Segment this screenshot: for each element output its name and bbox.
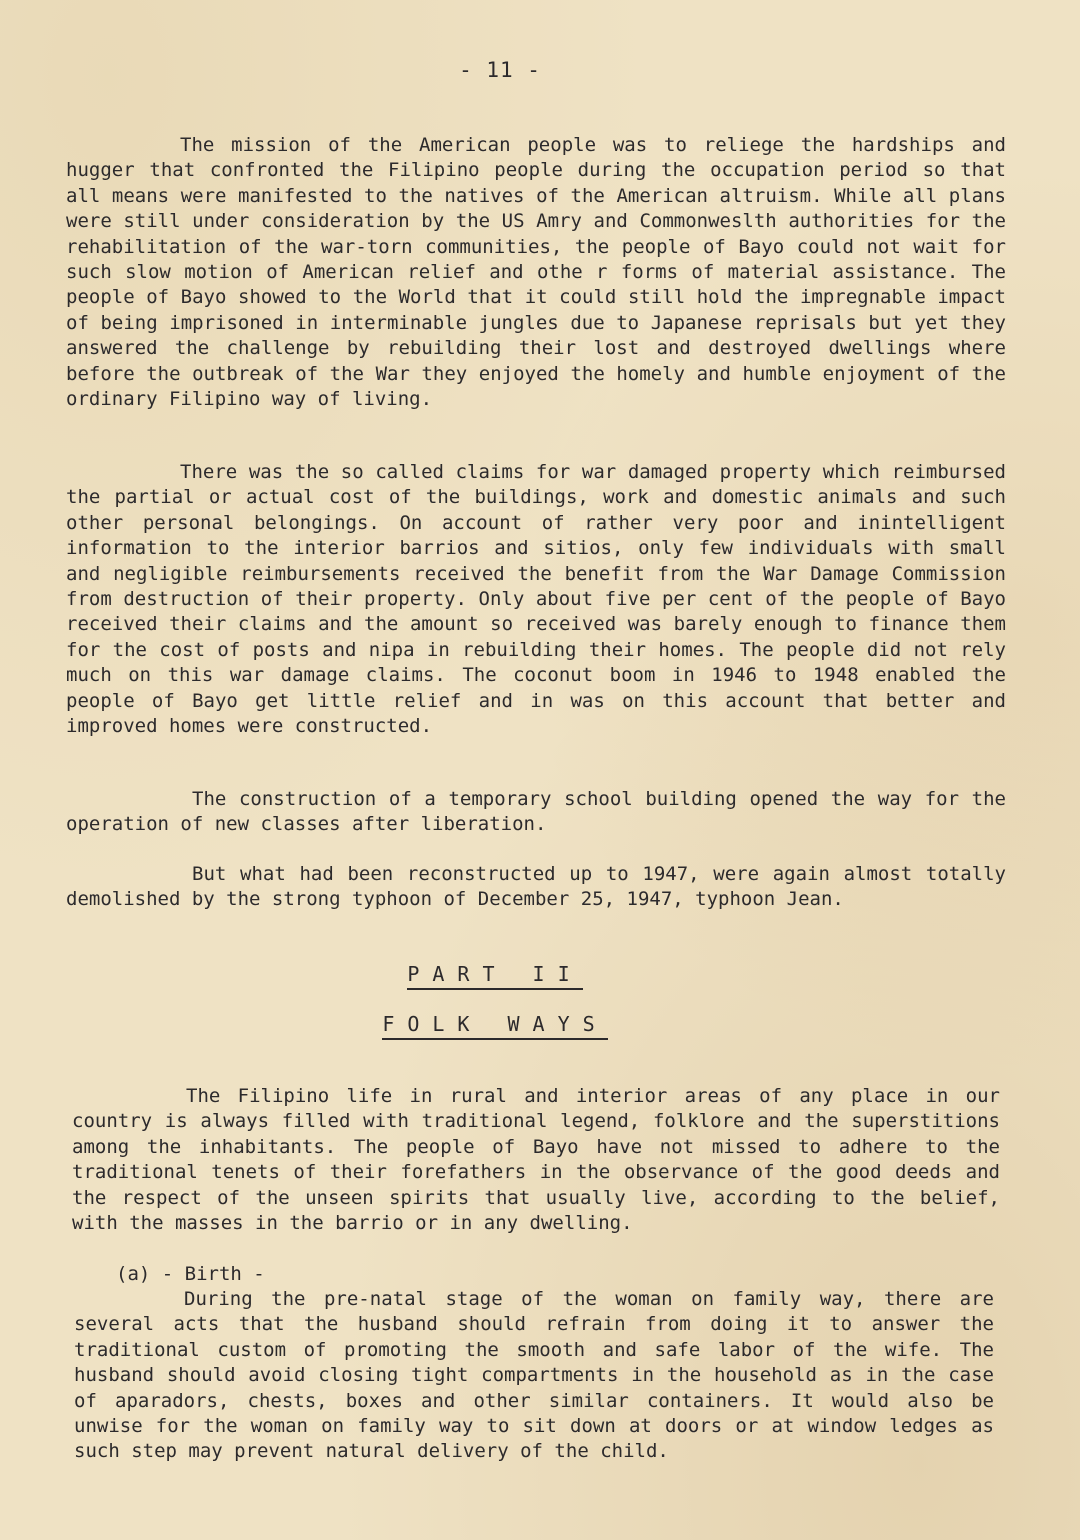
paragraph-birth — [74, 1287, 994, 1465]
paragraph-text: But what had been reconstructed up to 1947, were again almost totally demolished by the strong typhoon of December 25, 1947, typhoon Jean. — [66, 863, 1006, 911]
paragraph-folk-life — [72, 1084, 1000, 1236]
paragraph-war-damage-claims — [66, 460, 1006, 739]
section-title-text: FOLK WAYS — [382, 1012, 607, 1040]
section-title — [0, 1012, 990, 1036]
part-heading — [0, 962, 990, 986]
paragraph-text: The Filipino life in rural and interior areas of any place in our country is always filled with traditional legend, folklore and the superstitions among the inhabitants. The people of Bayo have not missed to adhere to the traditional tenets of their forefathers in the observance of the good deeds and the respect of the unseen spirits that usually live, according to the belief, with the masses in the barrio or in any dwelling. — [72, 1085, 1000, 1235]
subheading-birth: (a) - Birth - — [116, 1263, 265, 1285]
paragraph-text: The mission of the American people was to reliege the hardships and hugger that confronted the Filipino people during the occupation period so that all means were manifested to the natives of the American altruism. While all plans were still under consideration by the US Amry and Commonweslth authorities for the rehabilitation of the war-torn communities, the people of Bayo could not wait for such slow motion of American relief and othe r forms of material assistance. The people of Bayo showed to the World that it could still hold the impregnable impact of being imprisoned in interminable jungles due to Japanese reprisals but yet they answered the challenge by rebuilding their lost and destroyed dwellings where before the outbreak of the War they enjoyed the homely and humble enjoyment of the ordinary Filipino way of living. — [66, 134, 1006, 411]
paragraph-text: There was the so called claims for war damaged property which reimbursed the partial or actual cost of the buildings, work and domestic animals and such other personal belongings. On account of rather very poor and inintelligent information to the interior barrios and sitios, only few individuals with small and negligible reimbursements received the benefit from the War Damage Commission from destruction of their property. Only about five per cent of the people of Bayo received their claims and the amount so received was barely enough to finance them for the cost of posts and nipa in rebuilding their homes. The people did not rely much on this war damage claims. The coconut boom in 1946 to 1948 enabled the people of Bayo get little relief and in was on this account that better and improved homes were constructed. — [66, 461, 1006, 738]
paragraph-american-relief — [66, 133, 1006, 412]
paragraph-text: During the pre-natal stage of the woman on family way, there are several acts that the husband should refrain from doing it to answer the traditional custom of promoting the smooth and safe labor of the wife. The husband should avoid closing tight compartments in the household as in the case of aparadors, chests, boxes and other similar containers. It would also be unwise for the woman on family way to sit down at doors or at window ledges as such step may prevent natural delivery of the child. — [74, 1288, 994, 1463]
paragraph-school-building — [66, 787, 1006, 838]
paragraph-typhoon — [66, 862, 1006, 913]
part-heading-text: PART II — [407, 962, 582, 990]
page-number: - 11 - — [459, 58, 541, 82]
paragraph-text: The construction of a temporary school building opened the way for the operation of new classes after liberation. — [66, 788, 1006, 836]
